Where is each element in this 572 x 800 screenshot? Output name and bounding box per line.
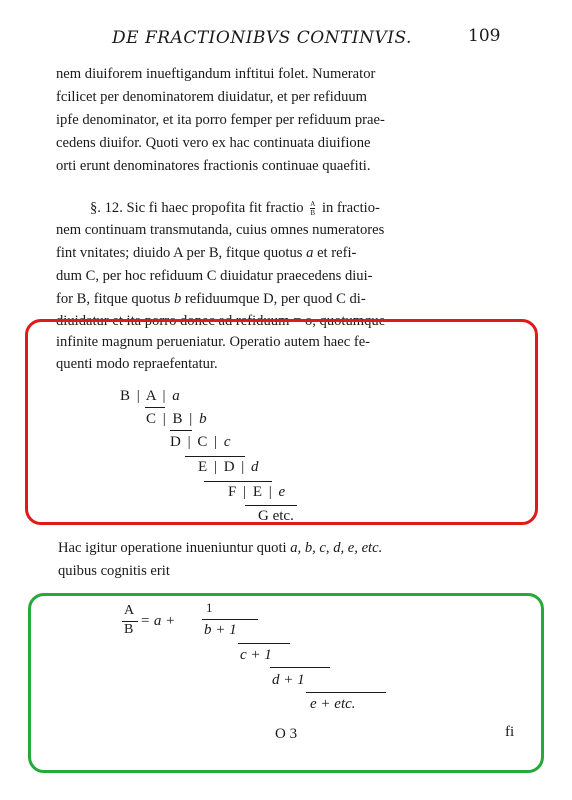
scheme-divisor: C: [146, 411, 157, 427]
catchword: fi: [505, 724, 515, 740]
lhs-denominator: B: [124, 622, 134, 637]
text-segment: fint vnitates; diuido A per B, fitque quotus: [56, 245, 303, 261]
text-segment: refiduumque D, per quod C di-: [184, 291, 366, 307]
fraction-numerator: A: [310, 200, 316, 209]
scheme-row: E | D | d: [198, 459, 259, 475]
inline-fraction: [310, 200, 315, 217]
scheme-quotient: b: [199, 411, 207, 427]
highlight-box-formula: [28, 593, 544, 773]
scheme-divisor: F: [228, 484, 237, 500]
c-plus-one: c + 1: [240, 647, 272, 663]
quotients-list: a, b, c, d, e, etc.: [290, 540, 383, 556]
scheme-dividend: E: [252, 484, 263, 500]
e-plus-etc: e + etc.: [310, 696, 356, 712]
scheme-row: B | A | a: [120, 388, 180, 404]
text-line: fcilicet per denominatorem diuidatur, et per refiduum: [56, 89, 368, 105]
scheme-row: C | B | b: [146, 411, 207, 427]
section-text: §. 12. Sic fi haec propofita fit fractio: [90, 200, 304, 216]
text-line: [56, 245, 356, 262]
text-line: [90, 200, 380, 217]
text-line: [56, 291, 366, 308]
text-line: infinite magnum perueniatur. Operatio autem haec fe-: [56, 334, 371, 350]
scheme-dividend: A: [145, 388, 156, 404]
text-line: ipfe denominator, et ita porro femper per refiduum prae-: [56, 112, 385, 128]
equals-a-plus: = a +: [140, 613, 176, 629]
fraction-denominator: B: [310, 209, 316, 218]
text-line: quenti modo repraefentatur.: [56, 356, 218, 372]
scheme-row: F | E | e: [228, 484, 286, 500]
text-line: quibus cognitis erit: [58, 563, 170, 579]
numerator-one: 1: [206, 600, 213, 615]
running-title: DE FRACTIONIBVS CONTINVIS.: [112, 28, 412, 48]
highlight-box-scheme: [25, 319, 538, 525]
lhs-numerator: A: [124, 603, 135, 618]
scheme-divisor: E: [198, 459, 208, 475]
text-line: nem diuiforem inueftigandum inftitui folet. Numerator: [56, 66, 376, 82]
scheme-last: G etc.: [258, 508, 294, 524]
signature-mark: O 3: [275, 726, 298, 742]
text-line: nem continuam transmutanda, cuius omnes numeratores: [56, 222, 385, 238]
scheme-dividend: C: [197, 434, 208, 450]
text-line: diuidatur et ita porro donec ad refiduum = o, quotumque: [56, 313, 386, 329]
scheme-quotient: a: [172, 388, 180, 404]
text-segment: for B, fitque quotus: [56, 291, 171, 307]
scheme-row: D | C | c: [170, 434, 231, 450]
quotient-symbol: b: [173, 291, 182, 307]
text-line: cedens diuifor. Quoti vero ex hac continuata diuifione: [56, 135, 371, 151]
scheme-quotient: d: [251, 459, 259, 475]
section-text: in fractio-: [321, 200, 380, 216]
text-segment: Hac igitur operatione inueniuntur quoti: [58, 540, 287, 556]
scheme-divisor: B: [120, 388, 131, 404]
b-plus-one: b + 1: [204, 622, 237, 638]
quotient-symbol: a: [306, 245, 314, 261]
scheme-divisor: D: [170, 434, 181, 450]
scheme-dividend: D: [223, 459, 235, 475]
scheme-quotient: e: [278, 484, 286, 500]
text-line: dum C, per hoc refiduum C diuidatur praecedens diui-: [56, 268, 373, 284]
scheme-quotient: c: [223, 434, 231, 450]
scheme-dividend: B: [172, 411, 183, 427]
text-line: orti erunt denominatores fractionis continuae quaefiti.: [56, 158, 371, 174]
page-number: 109: [468, 26, 501, 46]
d-plus-one: d + 1: [272, 672, 305, 688]
text-line: [58, 540, 382, 557]
text-segment: et refi-: [317, 245, 357, 261]
